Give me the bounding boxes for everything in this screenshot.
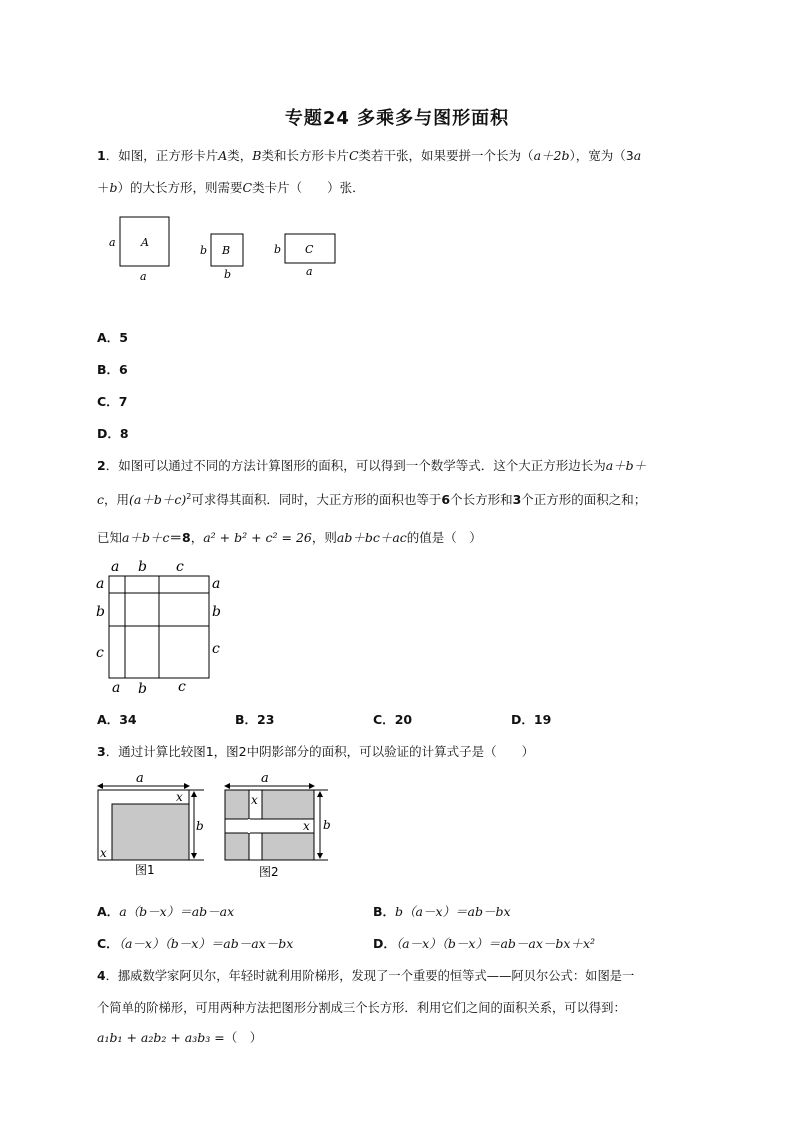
q2-left-label-c: c — [96, 645, 104, 661]
q2-option-a[interactable]: A．34 — [97, 712, 137, 727]
q3-fig2-side-label: b — [323, 818, 331, 832]
page-title: 专题24 多乘多与图形面积 — [284, 108, 510, 129]
q3-fig1-caption: 图1 — [135, 863, 155, 877]
q2-option-d[interactable]: D．19 — [511, 712, 552, 727]
q3-fig2-x-top-label: x — [251, 793, 258, 807]
q2-top-label-a: a — [111, 559, 120, 575]
q3-line1: 3．通过计算比较图1，图2中阴影部分的面积，可以验证的计算式子是（ ） — [97, 744, 535, 759]
card-c-label: C — [305, 243, 314, 256]
q3-fig2-x-right-label: x — [303, 819, 310, 833]
q2-line2: c，用$(a+b+c)^2$可求得其面积．同时，大正方形的面积也等于6个长方形和3个正方形的面积之和； — [97, 491, 647, 507]
q2-line3: 已知a＋b＋c＝8，a² + b² + c² = 26，则ab＋bc＋ac的值是（ ） — [97, 530, 482, 545]
q3-fig1-top-label: a — [136, 771, 144, 786]
card-b-side-label: b — [200, 244, 208, 257]
q2-top-label-c: c — [176, 559, 184, 575]
q2-option-c[interactable]: C．20 — [373, 712, 413, 727]
q2-left-label-b: b — [96, 604, 105, 620]
q4-number: 4 — [97, 969, 106, 983]
card-a — [109, 217, 169, 283]
q2-option-b[interactable]: B．23 — [235, 712, 275, 727]
q3-figure-2 — [225, 771, 331, 879]
q2-right-label-c: c — [212, 641, 220, 657]
q1-number: 1 — [97, 148, 106, 163]
q2-bottom-label-a: a — [112, 680, 121, 696]
q3-fig1-x-label: x — [176, 790, 183, 804]
q4-line3: a₁b₁ + a₂b₂ + a₃b₃ =（ ） — [97, 1030, 263, 1045]
q3-fig2-top-label: a — [261, 771, 269, 786]
card-c-side-label: b — [274, 243, 282, 256]
card-a-label: A — [141, 236, 149, 249]
q1-line1: 1．如图，正方形卡片A类，B类和长方形卡片C类若干张，如果要拼一个长为（a＋2b），宽为（3a — [97, 148, 642, 163]
card-b-bottom-label: b — [224, 268, 232, 281]
q1-option-a[interactable]: A．5 — [97, 330, 128, 345]
q2-right-label-a: a — [212, 576, 221, 592]
q4-abel-expression: a₁b₁ + a₂b₂ + a₃b₃ = — [97, 1030, 225, 1045]
q1-card-figure — [100, 210, 350, 290]
q3-option-b[interactable]: B．b（a－x）＝ab－bx — [373, 904, 511, 919]
q1-line2: ＋b）的大长方形，则需要C类卡片（ ）张． — [97, 180, 365, 195]
q4-line1: 4．挪威数学家阿贝尔，年轻时就利用阶梯形，发现了一个重要的恒等式——阿贝尔公式：如图是一 — [97, 969, 635, 983]
q3-figures — [92, 766, 342, 884]
q2-bottom-label-b: b — [138, 681, 147, 697]
q3-fig1-side-label: b — [196, 819, 204, 833]
q2-right-label-b: b — [212, 604, 221, 620]
q2-square-figure — [92, 556, 232, 698]
q2-left-label-a: a — [96, 576, 105, 592]
q3-option-d[interactable]: D．（a－x）（b－x）＝ab－ax－bx＋x² — [373, 936, 596, 951]
q1-option-c[interactable]: C．7 — [97, 394, 128, 409]
q2-number: 2 — [97, 458, 106, 473]
q2-top-label-b: b — [138, 559, 147, 575]
q3-fig1-corner-x-label: x — [100, 846, 107, 860]
q3-option-a[interactable]: A．a（b－x）＝ab－ax — [97, 904, 235, 919]
card-a-side-label: a — [109, 236, 116, 249]
card-c — [274, 234, 335, 278]
q1-option-d[interactable]: D．8 — [97, 426, 129, 441]
q3-number: 3 — [97, 744, 106, 759]
q2-line1: 2．如图可以通过不同的方法计算图形的面积，可以得到一个数学等式．这个大正方形边长为a＋b＋ — [97, 458, 647, 473]
q2-bottom-label-c: c — [178, 679, 186, 695]
q3-figure-1 — [98, 771, 204, 877]
q3-option-c[interactable]: C．（a－x）（b－x）＝ab－ax－bx — [97, 936, 294, 951]
card-b — [200, 234, 243, 281]
q1-option-b[interactable]: B．6 — [97, 362, 128, 377]
card-b-label: B — [222, 244, 231, 257]
card-c-bottom-label: a — [306, 265, 313, 278]
card-a-bottom-label: a — [140, 270, 147, 283]
q4-line2: 个简单的阶梯形，可用两种方法把图形分割成三个长方形．利用它们之间的面积关系，可以得到： — [97, 1001, 626, 1015]
q3-fig2-caption: 图2 — [259, 865, 279, 879]
